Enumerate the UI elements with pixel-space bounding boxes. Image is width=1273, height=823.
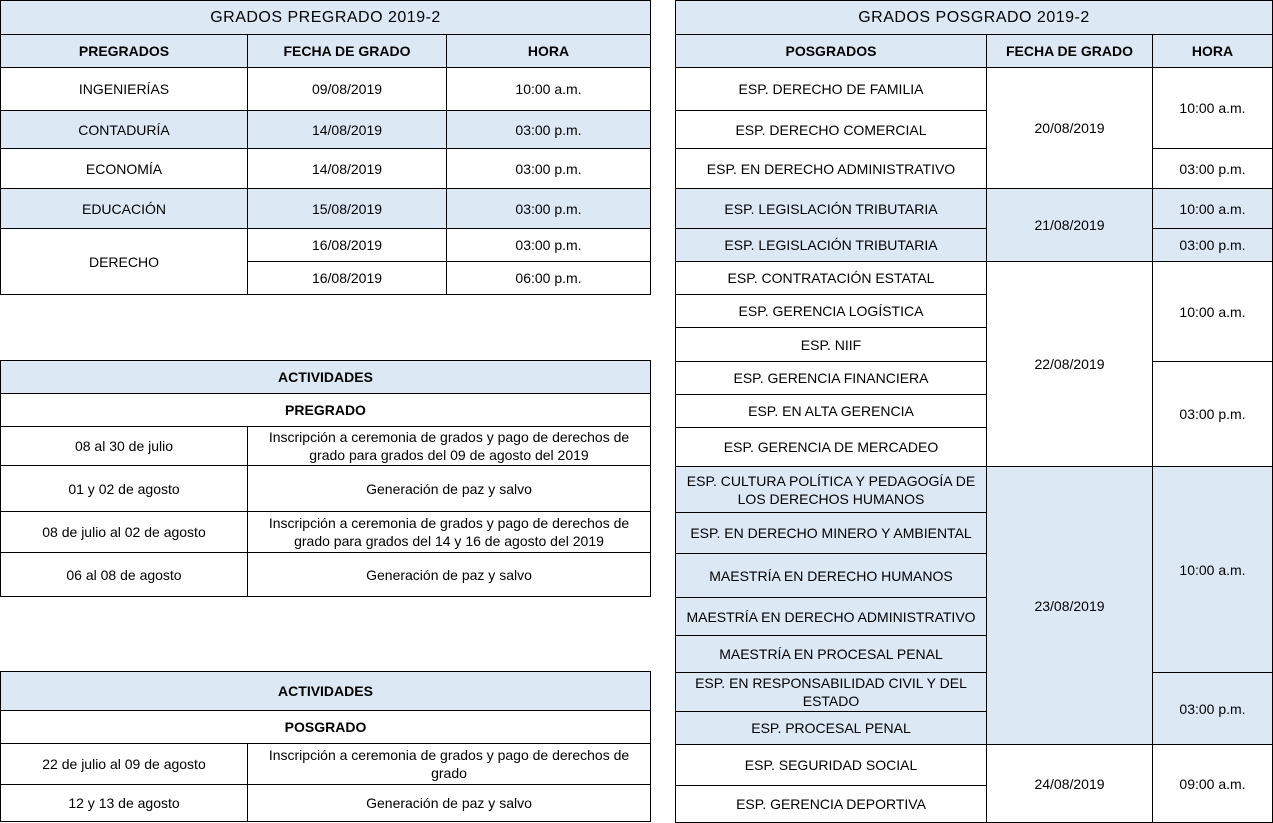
header-pregrados: PREGRADOS [1, 35, 248, 68]
actividades-subtitle: POSGRADO [1, 711, 651, 744]
activity-date: 08 de julio al 02 de agosto [1, 512, 248, 553]
program-cell: MAESTRÍA EN DERECHO HUMANOS [676, 554, 987, 598]
table-row [676, 189, 1273, 229]
time-cell: 03:00 p.m. [447, 149, 651, 189]
actividades-title: ACTIVIDADES [1, 361, 651, 394]
table-row [1, 149, 651, 189]
program-cell: ESP. PROCESAL PENAL [676, 712, 987, 745]
time-cell: 03:00 p.m. [1153, 229, 1273, 262]
program-cell: MAESTRÍA EN DERECHO ADMINISTRATIVO [676, 598, 987, 636]
time-cell: 10:00 a.m. [1153, 189, 1273, 229]
pregrado-table [0, 0, 651, 295]
program-cell: MAESTRÍA EN PROCESAL PENAL [676, 636, 987, 673]
program-cell: ESP. EN DERECHO ADMINISTRATIVO [676, 149, 987, 189]
table-row [1, 229, 651, 262]
table-row [1, 111, 651, 149]
activity-text: Generación de paz y salvo [248, 553, 651, 597]
program-cell: ESP. DERECHO COMERCIAL [676, 111, 987, 149]
program-cell: ESP. EN RESPONSABILIDAD CIVIL Y DEL ESTADO [676, 673, 987, 712]
table-row [676, 673, 1273, 712]
activity-date: 12 y 13 de agosto [1, 785, 248, 822]
program-cell: EDUCACIÓN [1, 189, 248, 229]
program-cell: ESP. GERENCIA LOGÍSTICA [676, 295, 987, 328]
activity-text: Generación de paz y salvo [248, 785, 651, 822]
header-hora: HORA [447, 35, 651, 68]
time-cell: 03:00 p.m. [1153, 362, 1273, 467]
table-row [676, 68, 1273, 111]
activity-text: Inscripción a ceremonia de grados y pago de derechos de grado para grados del 14 y 16 de agosto del 2019 [248, 512, 651, 553]
table-row [1, 785, 651, 822]
time-cell: 03:00 p.m. [1153, 149, 1273, 189]
table-row [676, 362, 1273, 395]
time-cell: 03:00 p.m. [447, 229, 651, 262]
date-cell: 09/08/2019 [248, 68, 447, 111]
table-row [676, 745, 1273, 786]
activity-text: Generación de paz y salvo [248, 466, 651, 512]
table-row [1, 512, 651, 553]
date-cell: 24/08/2019 [987, 745, 1153, 823]
date-cell: 16/08/2019 [248, 229, 447, 262]
program-cell: ESP. CONTRATACIÓN ESTATAL [676, 262, 987, 295]
activity-date: 06 al 08 de agosto [1, 553, 248, 597]
program-cell: ESP. SEGURIDAD SOCIAL [676, 745, 987, 786]
program-cell: ESP. DERECHO DE FAMILIA [676, 68, 987, 111]
activity-date: 22 de julio al 09 de agosto [1, 744, 248, 785]
date-cell: 14/08/2019 [248, 149, 447, 189]
time-cell: 03:00 p.m. [1153, 673, 1273, 745]
activity-text: Inscripción a ceremonia de grados y pago de derechos de grado para grados del 09 de agosto del 2019 [248, 427, 651, 466]
actividades-subtitle: PREGRADO [1, 394, 651, 427]
program-cell: ESP. EN DERECHO MINERO Y AMBIENTAL [676, 513, 987, 554]
table-row [1, 744, 651, 785]
actividades-pregrado-table [0, 360, 651, 597]
date-cell: 16/08/2019 [248, 262, 447, 295]
date-cell: 20/08/2019 [987, 68, 1153, 189]
program-cell: CONTADURÍA [1, 111, 248, 149]
header-posgrados: POSGRADOS [676, 35, 987, 68]
actividades-posgrado-table [0, 671, 651, 822]
activity-date: 01 y 02 de agosto [1, 466, 248, 512]
table-row [676, 467, 1273, 513]
date-cell: 23/08/2019 [987, 467, 1153, 745]
header-fecha: FECHA DE GRADO [987, 35, 1153, 68]
program-cell: ESP. LEGISLACIÓN TRIBUTARIA [676, 229, 987, 262]
time-cell: 09:00 a.m. [1153, 745, 1273, 823]
activity-date: 08 al 30 de julio [1, 427, 248, 466]
date-cell: 21/08/2019 [987, 189, 1153, 262]
program-cell: ESP. GERENCIA DE MERCADEO [676, 428, 987, 467]
table-row [1, 553, 651, 597]
table-row [1, 189, 651, 229]
program-cell: ESP. LEGISLACIÓN TRIBUTARIA [676, 189, 987, 229]
time-cell: 03:00 p.m. [447, 189, 651, 229]
date-cell: 14/08/2019 [248, 111, 447, 149]
table-row [1, 466, 651, 512]
program-cell: ESP. EN ALTA GERENCIA [676, 395, 987, 428]
pregrado-title: GRADOS PREGRADO 2019-2 [1, 1, 651, 35]
program-cell: ESP. NIIF [676, 328, 987, 362]
time-cell: 10:00 a.m. [1153, 68, 1273, 149]
header-fecha: FECHA DE GRADO [248, 35, 447, 68]
time-cell: 06:00 p.m. [447, 262, 651, 295]
program-cell: ESP. GERENCIA DEPORTIVA [676, 786, 987, 823]
program-cell: ECONOMÍA [1, 149, 248, 189]
posgrado-title: GRADOS POSGRADO 2019-2 [676, 1, 1273, 35]
time-cell: 10:00 a.m. [447, 68, 651, 111]
date-cell: 15/08/2019 [248, 189, 447, 229]
activity-text: Inscripción a ceremonia de grados y pago de derechos de grado [248, 744, 651, 785]
table-row [1, 68, 651, 111]
program-cell: ESP. CULTURA POLÍTICA Y PEDAGOGÍA DE LOS DERECHOS HUMANOS [676, 467, 987, 513]
actividades-title: ACTIVIDADES [1, 672, 651, 711]
time-cell: 10:00 a.m. [1153, 262, 1273, 362]
table-row [676, 229, 1273, 262]
table-row [676, 149, 1273, 189]
time-cell: 10:00 a.m. [1153, 467, 1273, 673]
date-cell: 22/08/2019 [987, 262, 1153, 467]
program-cell: INGENIERÍAS [1, 68, 248, 111]
posgrado-table [675, 0, 1273, 823]
program-cell: DERECHO [1, 229, 248, 295]
program-cell: ESP. GERENCIA FINANCIERA [676, 362, 987, 395]
header-hora: HORA [1153, 35, 1273, 68]
table-row [676, 262, 1273, 295]
table-row [1, 427, 651, 466]
time-cell: 03:00 p.m. [447, 111, 651, 149]
